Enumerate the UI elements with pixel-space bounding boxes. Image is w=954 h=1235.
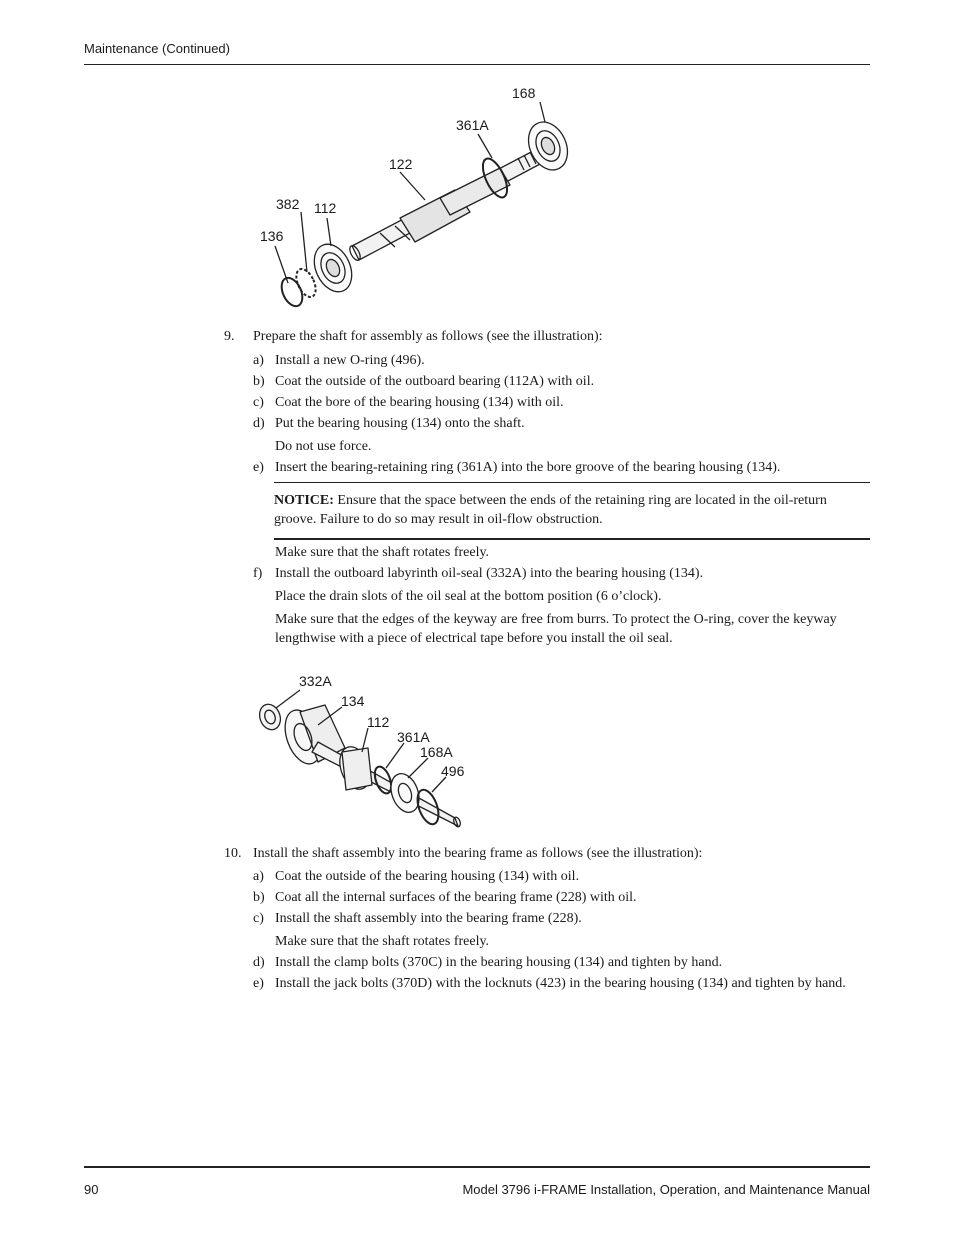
step-9a-label: a) <box>253 353 264 368</box>
running-header: Maintenance (Continued) <box>84 41 230 56</box>
notice-block <box>274 491 854 529</box>
step-9f-note-2: Make sure that the edges of the keyway are free from burrs. To protect the O-ring, cover the keyway lengthwise with a piece of electrical tape before you install the oil seal. <box>275 612 837 646</box>
step-10c-note: Make sure that the shaft rotates freely. <box>275 934 490 949</box>
callout-496: 496 <box>441 763 465 779</box>
notice-label: NOTICE: <box>274 493 334 508</box>
step-9d-text: Put the bearing housing (134) onto the shaft. <box>275 416 525 431</box>
step-10b-label: b) <box>253 890 265 905</box>
step-10a-label: a) <box>253 869 264 884</box>
step-9b-text: Coat the outside of the outboard bearing (112A) with oil. <box>275 374 595 389</box>
step-10-intro: Install the shaft assembly into the bearing frame as follows (see the illustration): <box>253 846 703 861</box>
step-10a-text: Coat the outside of the bearing housing (134) with oil. <box>275 869 580 884</box>
callout-361a-housing: 361A <box>397 729 430 745</box>
step-9e-label: e) <box>253 460 264 475</box>
step-10e-label: e) <box>253 976 264 991</box>
step-10b-text: Coat all the internal surfaces of the bearing frame (228) with oil. <box>275 890 637 905</box>
callout-134: 134 <box>341 693 365 709</box>
callout-136: 136 <box>260 228 284 244</box>
callout-168: 168 <box>512 85 536 101</box>
callout-122: 122 <box>389 156 413 172</box>
step-9d-label: d) <box>253 416 265 431</box>
step-9c-text: Coat the bore of the bearing housing (134) with oil. <box>275 395 564 410</box>
callout-112: 112 <box>314 200 337 216</box>
step-9d-note: Do not use force. <box>275 439 372 454</box>
callout-382: 382 <box>276 196 300 212</box>
step-10-number: 10. <box>224 846 242 861</box>
callout-168a: 168A <box>420 744 453 760</box>
callout-112-housing: 112 <box>367 714 390 730</box>
step-9-number: 9. <box>224 329 235 344</box>
step-9a-text: Install a new O-ring (496). <box>275 353 425 368</box>
page-number: 90 <box>84 1182 99 1197</box>
bearing-housing-illustration <box>250 665 480 837</box>
callout-361a: 361A <box>456 117 489 133</box>
footer-rule <box>84 1166 870 1168</box>
manual-title: Model 3796 i-FRAME Installation, Operation, and Maintenance Manual <box>462 1182 870 1197</box>
step-10c-label: c) <box>253 911 264 926</box>
step-10c-text: Install the shaft assembly into the bearing frame (228). <box>275 911 582 926</box>
step-9b-label: b) <box>253 374 265 389</box>
step-9f-label: f) <box>253 566 263 581</box>
step-10d-label: d) <box>253 955 265 970</box>
step-9-intro: Prepare the shaft for assembly as follows (see the illustration): <box>253 329 603 344</box>
step-9f-text: Install the outboard labyrinth oil-seal (332A) into the bearing housing (134). <box>275 566 704 581</box>
callout-332a: 332A <box>299 673 332 689</box>
step-10d-text: Install the clamp bolts (370C) in the bearing housing (134) and tighten by hand. <box>275 955 723 970</box>
step-9f-note-1: Place the drain slots of the oil seal at the bottom position (6 o’clock). <box>275 589 662 604</box>
header-rule <box>84 64 870 65</box>
shaft-assembly-illustration <box>250 80 590 320</box>
step-9e-after-notice: Make sure that the shaft rotates freely. <box>275 545 490 560</box>
step-10e-text: Install the jack bolts (370D) with the locknuts (423) in the bearing housing (134) and tighten by hand. <box>275 976 846 991</box>
notice-text: Ensure that the space between the ends of the retaining ring are located in the oil-return groove. Failure to do so may result in oil-flow obstruction. <box>274 493 827 527</box>
notice-bottom-rule <box>274 538 870 540</box>
step-9e-text: Insert the bearing-retaining ring (361A) into the bore groove of the bearing housing (134). <box>275 460 781 475</box>
step-9c-label: c) <box>253 395 264 410</box>
notice-top-rule <box>274 482 870 483</box>
